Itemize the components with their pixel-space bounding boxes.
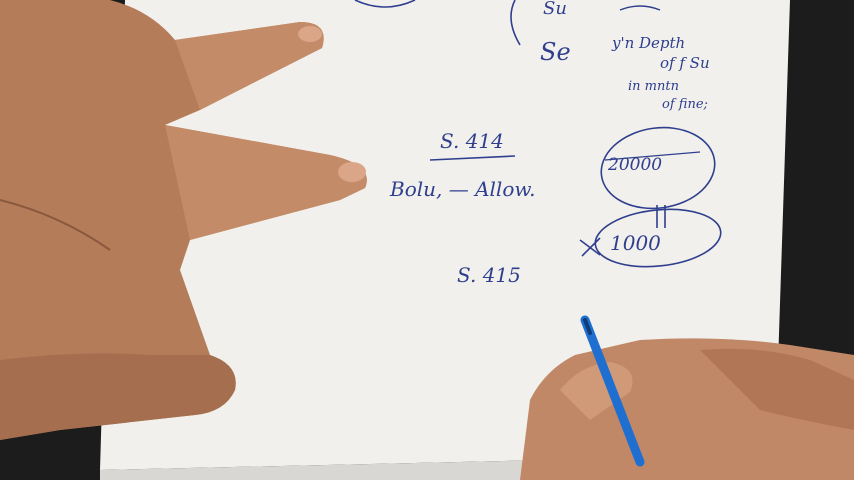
heading-415: S. 415 [457,263,521,287]
note-se-prefix: Se [540,38,571,66]
note-fine-line: of fine; [662,97,708,112]
note-of-su-line: of f Su [660,54,710,72]
circled-top-number: 20000 [608,155,663,175]
note-depth-line: y'n Depth [612,34,686,52]
allow-line: Bolu, — Allow. [390,177,536,201]
heading-414: S. 414 [440,129,504,153]
circled-bottom-number: 1000 [610,231,661,255]
fingernail [338,162,366,182]
note-mntn-line: in mntn [628,79,679,94]
top-left-fragment: Su [543,0,567,19]
